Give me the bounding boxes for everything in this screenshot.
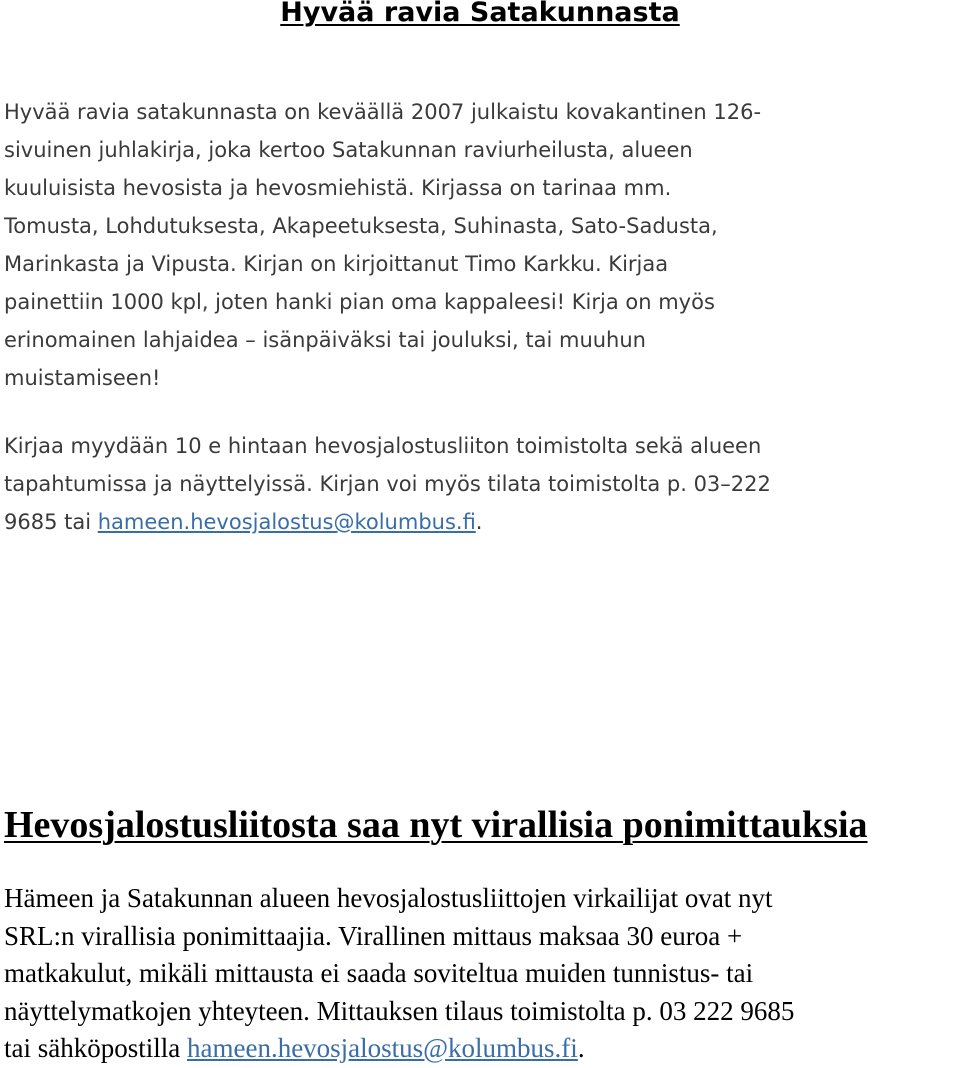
email-link[interactable]: hameen.hevosjalostus@kolumbus.fi xyxy=(97,510,476,534)
book-description-paragraph xyxy=(4,93,954,397)
pony-measurement-paragraph xyxy=(4,880,954,1068)
paragraph-line: Kirjaa myydään 10 e hintaan hevosjalostusliiton toimistolta sekä alueen xyxy=(4,434,762,458)
line-text: . xyxy=(475,510,483,534)
paragraph-line: tapahtumissa ja näyttelyissä. Kirjan voi myös tilata toimistolta p. 03–222 xyxy=(4,472,771,496)
paragraph-line: Hyvää ravia satakunnasta on keväällä 2007 julkaistu kovakantinen 126- xyxy=(4,100,762,124)
paragraph-line: Hämeen ja Satakunnan alueen hevosjalostusliittojen virkailijat ovat nyt xyxy=(4,883,773,913)
book-purchase-paragraph xyxy=(4,427,954,541)
paragraph-line: painettiin 1000 kpl, joten hanki pian oma kappaleesi! Kirja on myös xyxy=(4,290,715,314)
page-title: Hyvää ravia Satakunnasta xyxy=(280,0,680,28)
paragraph-line: Marinkasta ja Vipusta. Kirjan on kirjoittanut Timo Karkku. Kirjaa xyxy=(4,252,669,276)
paragraph-line: erinomainen lahjaidea – isänpäiväksi tai jouluksi, tai muuhun xyxy=(4,328,646,352)
paragraph-line xyxy=(4,1030,954,1068)
paragraph-line: kuuluisista hevosista ja hevosmiehistä. Kirjassa on tarinaa mm. xyxy=(4,176,672,200)
section-heading: Hevosjalostusliitosta saa nyt virallisia ponimittauksia xyxy=(4,804,868,846)
paragraph-line: Tomusta, Lohdutuksesta, Akapeetuksesta, Suhinasta, Sato-Sadusta, xyxy=(4,214,718,238)
line-text: . xyxy=(577,1033,585,1063)
paragraph-line: näyttelymatkojen yhteyteen. Mittauksen tilaus toimistolta p. 03 222 9685 xyxy=(4,995,795,1026)
paragraph-line: matkakulut, mikäli mittausta ei saada soviteltua muiden tunnistus- tai xyxy=(4,958,754,988)
paragraph-line: SRL:n virallisia ponimittaajia. Virallinen mittaus maksaa 30 euroa + xyxy=(4,920,743,951)
paragraph-line: sivuinen juhlakirja, joka kertoo Satakunnan raviurheilusta, alueen xyxy=(4,138,693,162)
email-link[interactable]: hameen.hevosjalostus@kolumbus.fi xyxy=(186,1033,578,1063)
line-text: tai sähköpostilla xyxy=(4,1033,187,1063)
line-text: 9685 tai xyxy=(4,510,98,534)
paragraph-line xyxy=(4,503,954,541)
paragraph-line: muistamiseen! xyxy=(4,366,161,390)
